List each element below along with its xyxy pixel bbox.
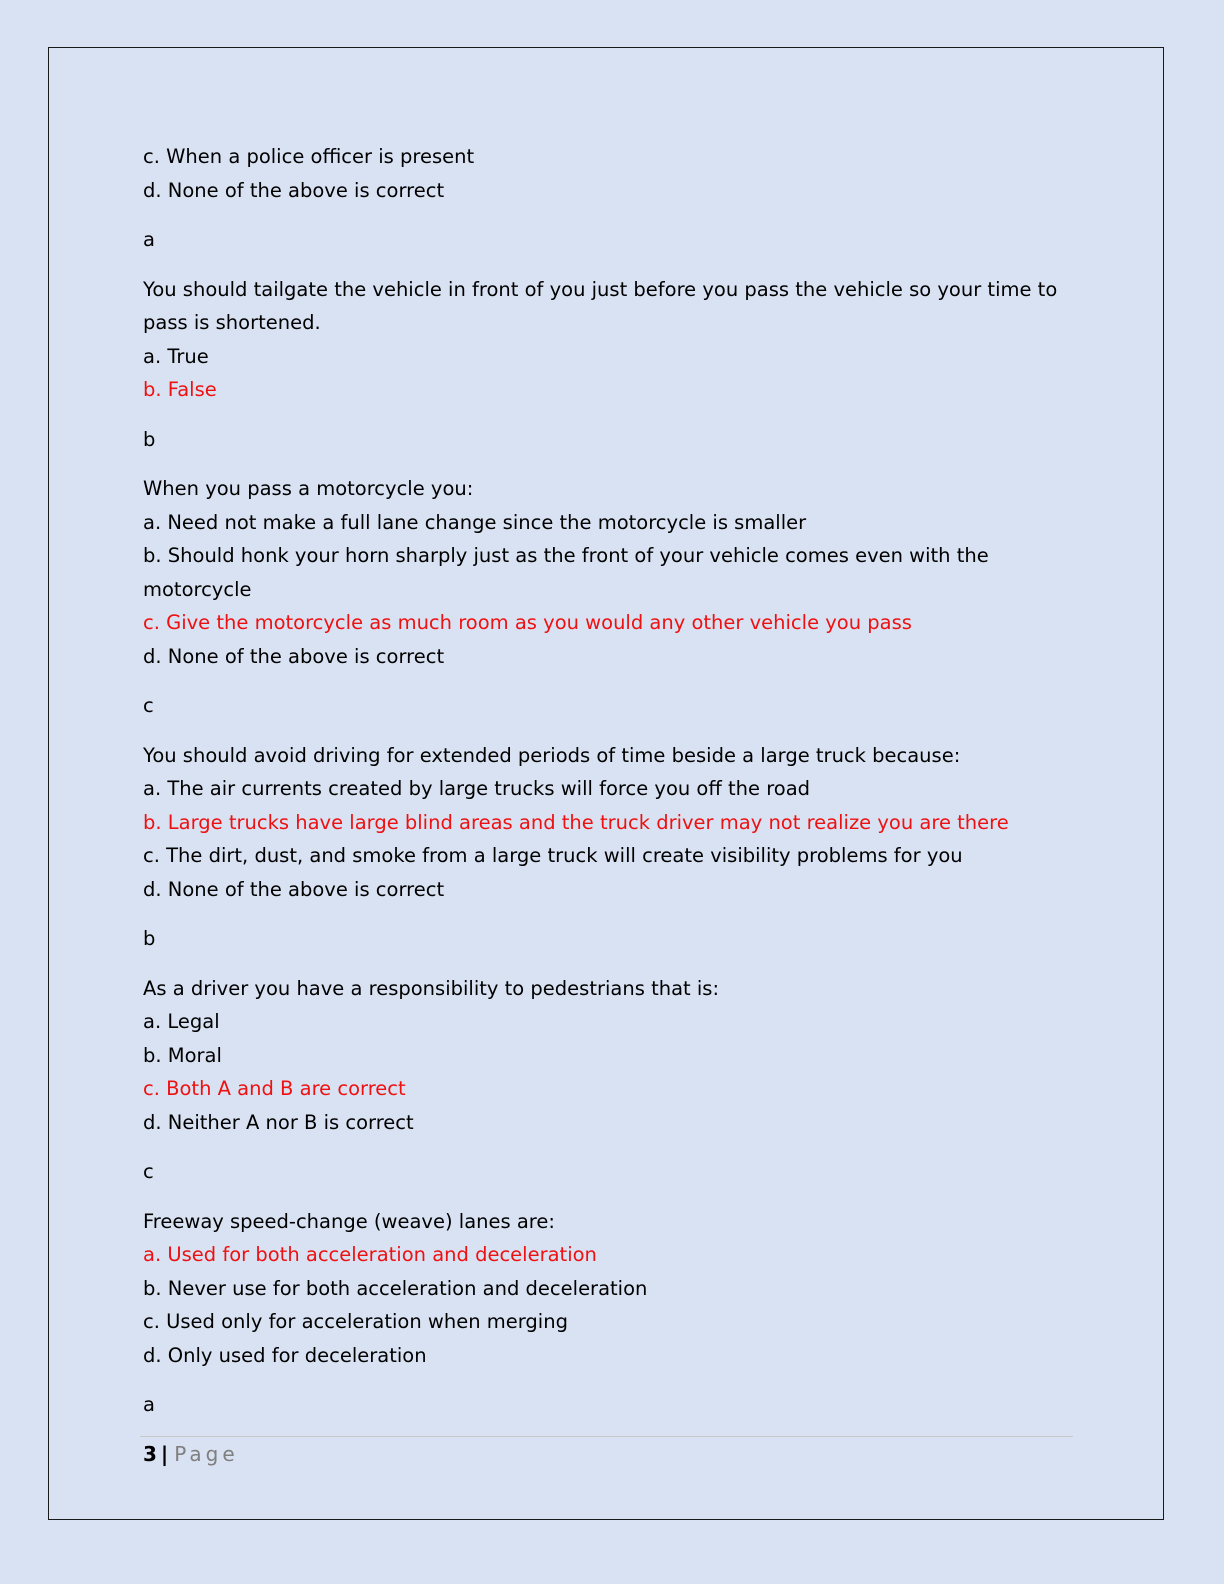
answer-option: a. The air currents created by large trucks will force you off the road — [143, 777, 811, 800]
page-label: Page — [174, 1442, 239, 1466]
answer-option: d. None of the above is correct — [143, 178, 445, 202]
answer-option: c. When a police officer is present — [143, 145, 475, 168]
answer-key: b — [143, 927, 156, 950]
question-text: You should avoid driving for extended periods of time beside a large truck because: — [143, 743, 961, 767]
footer-divider — [140, 1436, 1073, 1437]
answer-option: c. The dirt, dust, and smoke from a large truck will create visibility problems for you — [143, 844, 963, 867]
answer-option: c. Used only for acceleration when merging — [143, 1310, 568, 1333]
answer-option: a. Legal — [143, 1010, 220, 1033]
page-number: 3 — [143, 1442, 157, 1466]
correct-answer-option: c. Give the motorcycle as much room as you would any other vehicle you pass — [143, 611, 912, 634]
answer-option: a. True — [143, 344, 209, 368]
answer-key: c — [143, 694, 154, 717]
question-text: As a driver you have a responsibility to pedestrians that is: — [143, 976, 720, 1000]
question-block — [143, 739, 1073, 956]
correct-answer-option: c. Both A and B are correct — [143, 1077, 406, 1100]
page-content — [143, 140, 1073, 1438]
correct-answer-option: b. False — [143, 378, 217, 401]
answer-option: a. Need not make a full lane change since the motorcycle is smaller — [143, 510, 807, 534]
question-block — [143, 140, 1073, 257]
question-text: You should tailgate the vehicle in front of you just before you pass the vehicle so your time to pass is shortened. — [143, 277, 1058, 334]
answer-key: a — [143, 1393, 155, 1416]
answer-option: b. Should honk your horn sharply just as the front of your vehicle comes even with the motorcycle — [143, 544, 989, 601]
answer-option: d. Neither A nor B is correct — [143, 1110, 414, 1134]
answer-option: d. None of the above is correct — [143, 644, 445, 668]
answer-option: d. None of the above is correct — [143, 877, 445, 901]
question-block — [143, 972, 1073, 1189]
question-block — [143, 273, 1073, 457]
answer-option: b. Never use for both acceleration and deceleration — [143, 1276, 648, 1300]
question-text: When you pass a motorcycle you: — [143, 477, 474, 500]
correct-answer-option: a. Used for both acceleration and deceleration — [143, 1243, 597, 1266]
correct-answer-option: b. Large trucks have large blind areas and the truck driver may not realize you are there — [143, 810, 1009, 834]
answer-key: c — [143, 1160, 154, 1183]
question-block — [143, 472, 1073, 723]
answer-key: b — [143, 427, 156, 451]
question-block — [143, 1205, 1073, 1422]
answer-key: a — [143, 228, 155, 251]
page-footer — [143, 1440, 239, 1468]
answer-option: b. Moral — [143, 1043, 222, 1067]
footer-separator: | — [160, 1442, 169, 1466]
answer-option: d. Only used for deceleration — [143, 1343, 427, 1367]
question-text: Freeway speed-change (weave) lanes are: — [143, 1209, 555, 1233]
